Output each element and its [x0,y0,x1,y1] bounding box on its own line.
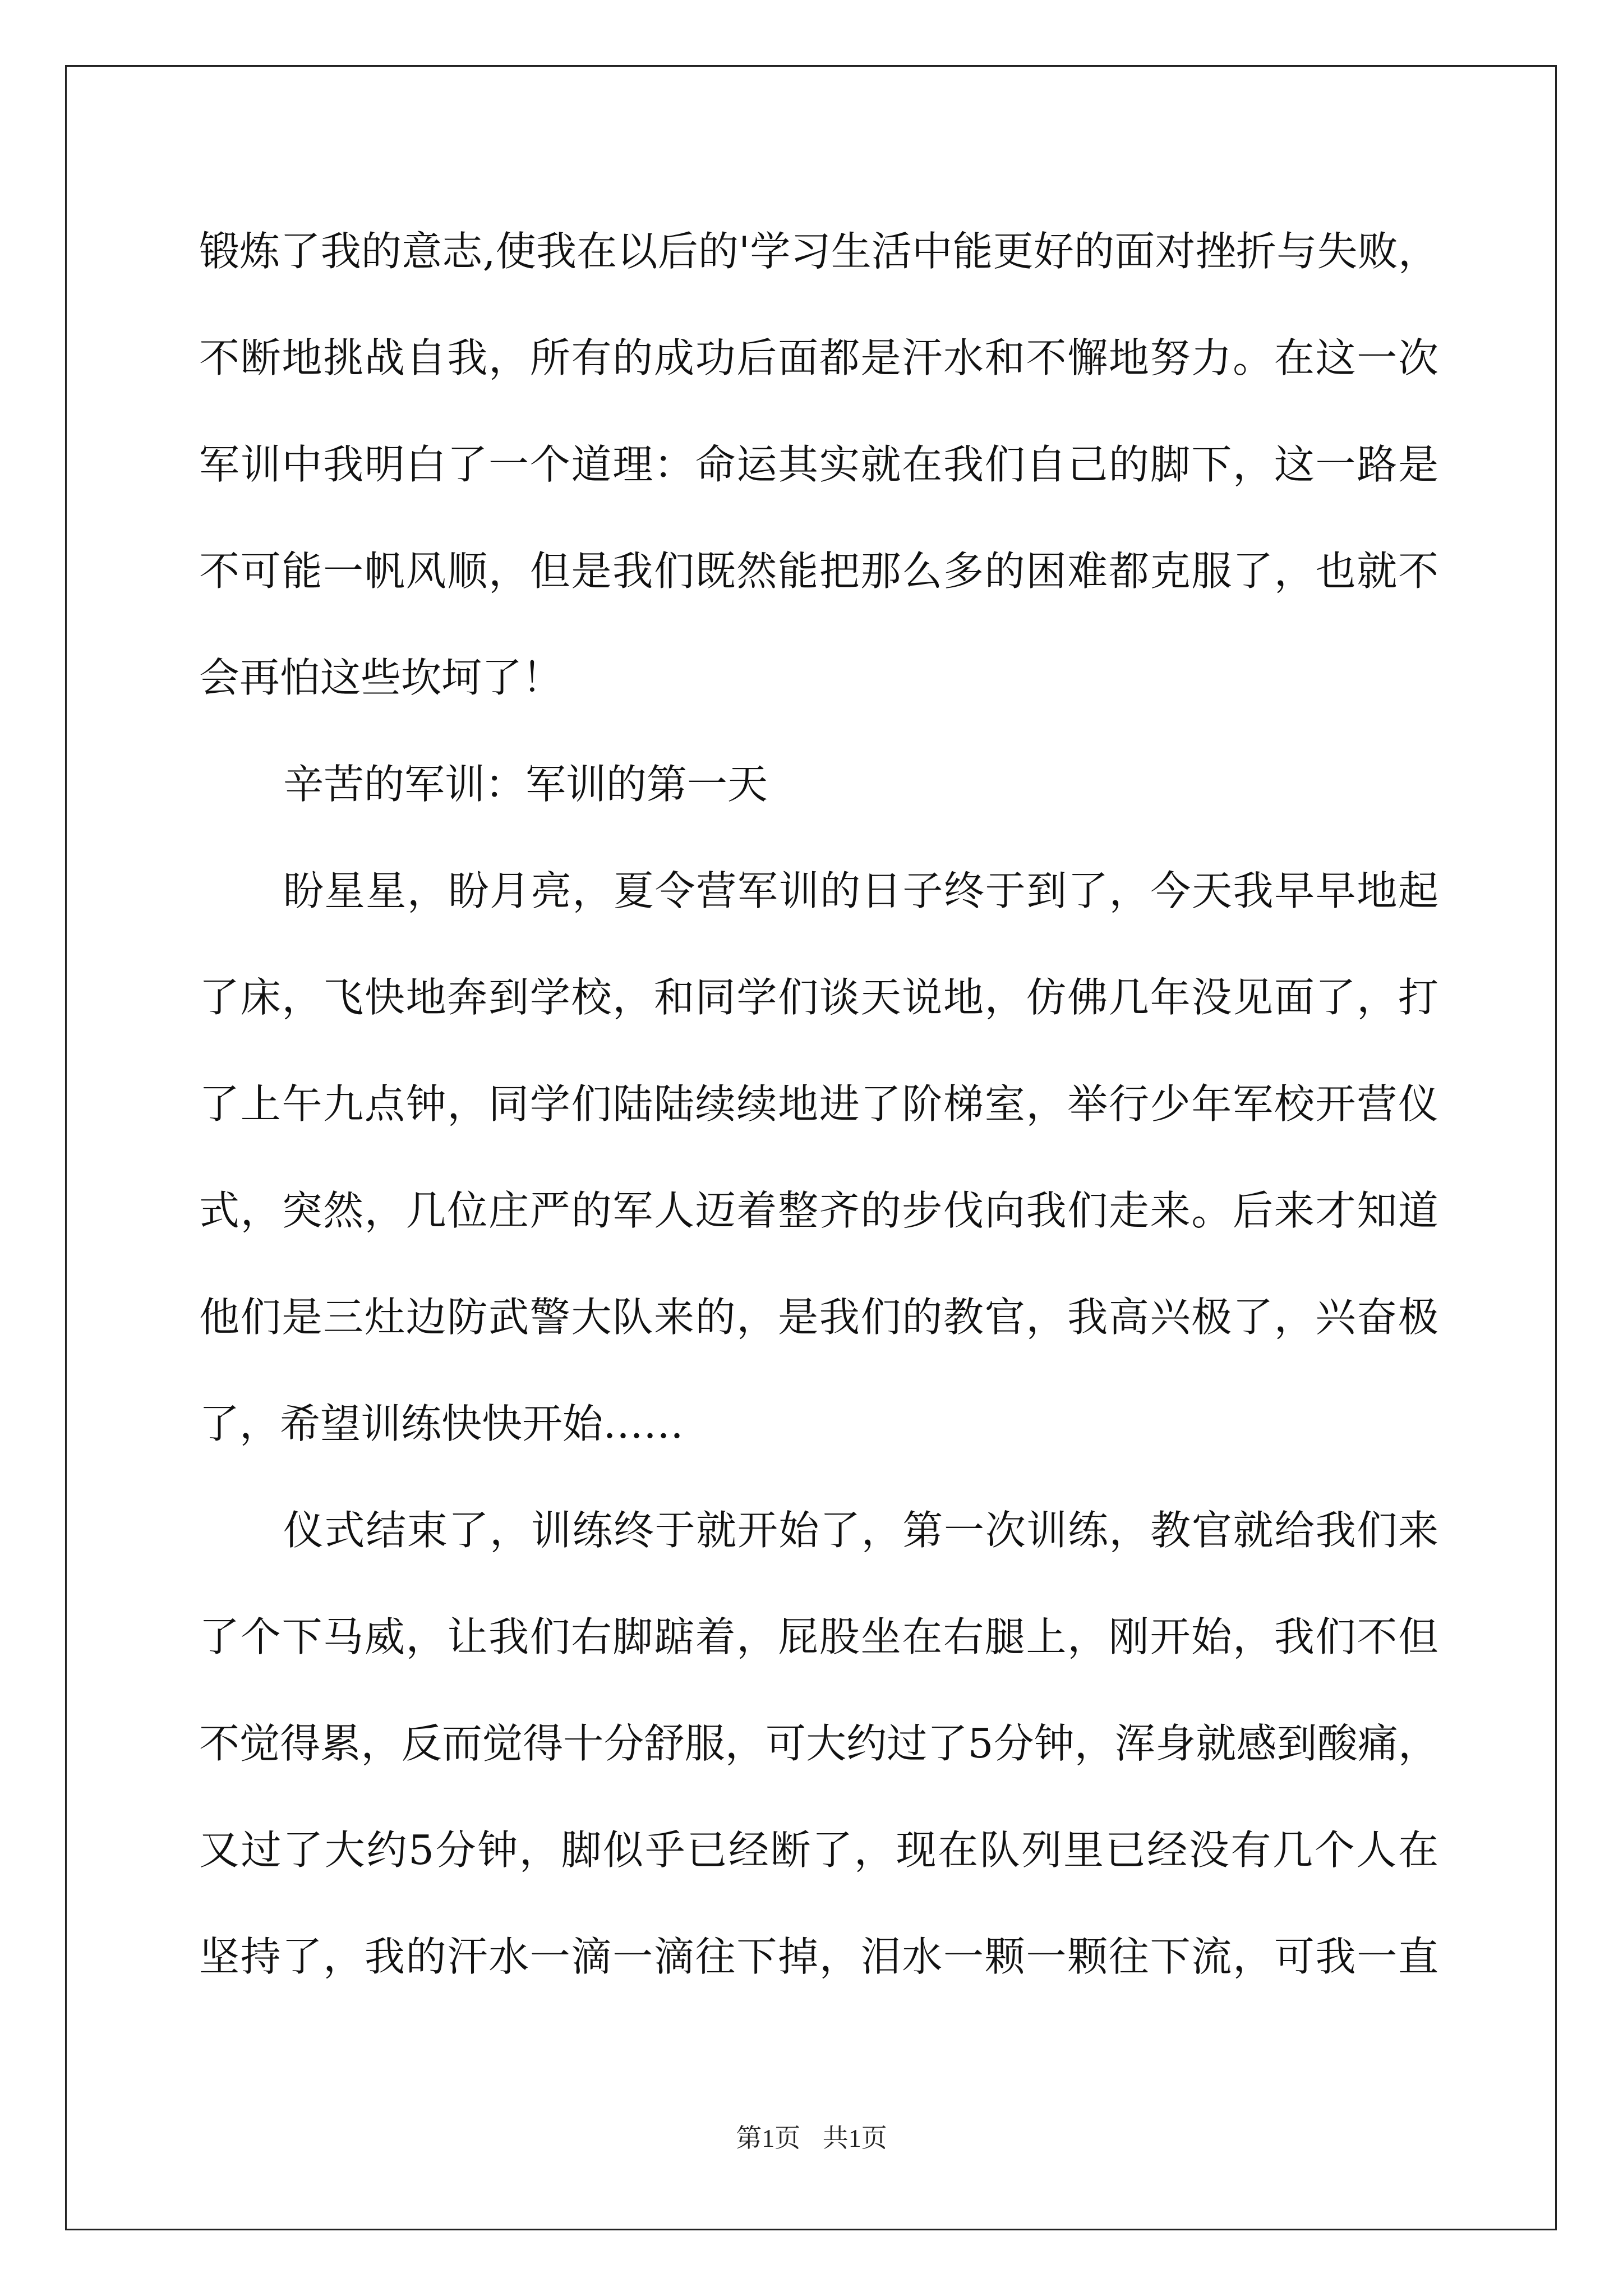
text-line: 他们是三灶边防武警大队来的，是我们的教官，我高兴极了，兴奋极 [199,1294,1438,1341]
document-body [199,220,1438,2032]
text-line: 会再怕这些坎坷了！ [199,654,563,701]
text-line: 不觉得累，反而觉得十分舒服，可大约过了5分钟，浑身就感到酸痛， [199,1720,1438,1767]
text-line: 了床，飞快地奔到学校，和同学们谈天说地，仿佛几年没见面了，打 [199,974,1438,1021]
page-total: 共1页 [822,2124,887,2152]
text-line: 坚持了，我的汗水一滴一滴往下掉，泪水一颗一颗往下流，可我一直 [199,1933,1438,1980]
text-line: 锻炼了我的意志,使我在以后的'学习生活中能更好的面对挫折与失败， [199,228,1438,275]
section-heading: 辛苦的军训：军训的第一天 [283,761,768,808]
page-number: 第1页 [736,2124,801,2152]
text-line: 盼星星，盼月亮，夏令营军训的日子终于到了，今天我早早地起 [283,867,1438,914]
text-line: 了上午九点钟，同学们陆陆续续地进了阶梯室，举行少年军校开营仪 [199,1080,1438,1128]
text-line: 又过了大约5分钟，脚似乎已经断了，现在队列里已经没有几个人在 [199,1826,1438,1874]
text-line: 了，希望训练快快开始…… [199,1400,684,1447]
text-line: 了个下马威，让我们右脚踮着，屁股坐在右腿上，刚开始，我们不但 [199,1613,1438,1660]
text-line: 式，突然，几位庄严的军人迈着整齐的步伐向我们走来。后来才知道 [199,1187,1438,1234]
page-footer [0,2118,1623,2155]
text-line: 不可能一帆风顺，但是我们既然能把那么多的困难都克服了，也就不 [199,547,1438,595]
text-line: 不断地挑战自我，所有的成功后面都是汗水和不懈地努力。在这一次 [199,334,1438,381]
text-line: 仪式结束了，训练终于就开始了，第一次训练，教官就给我们来 [283,1507,1438,1554]
text-line: 军训中我明白了一个道理：命运其实就在我们自己的脚下，这一路是 [199,441,1438,488]
